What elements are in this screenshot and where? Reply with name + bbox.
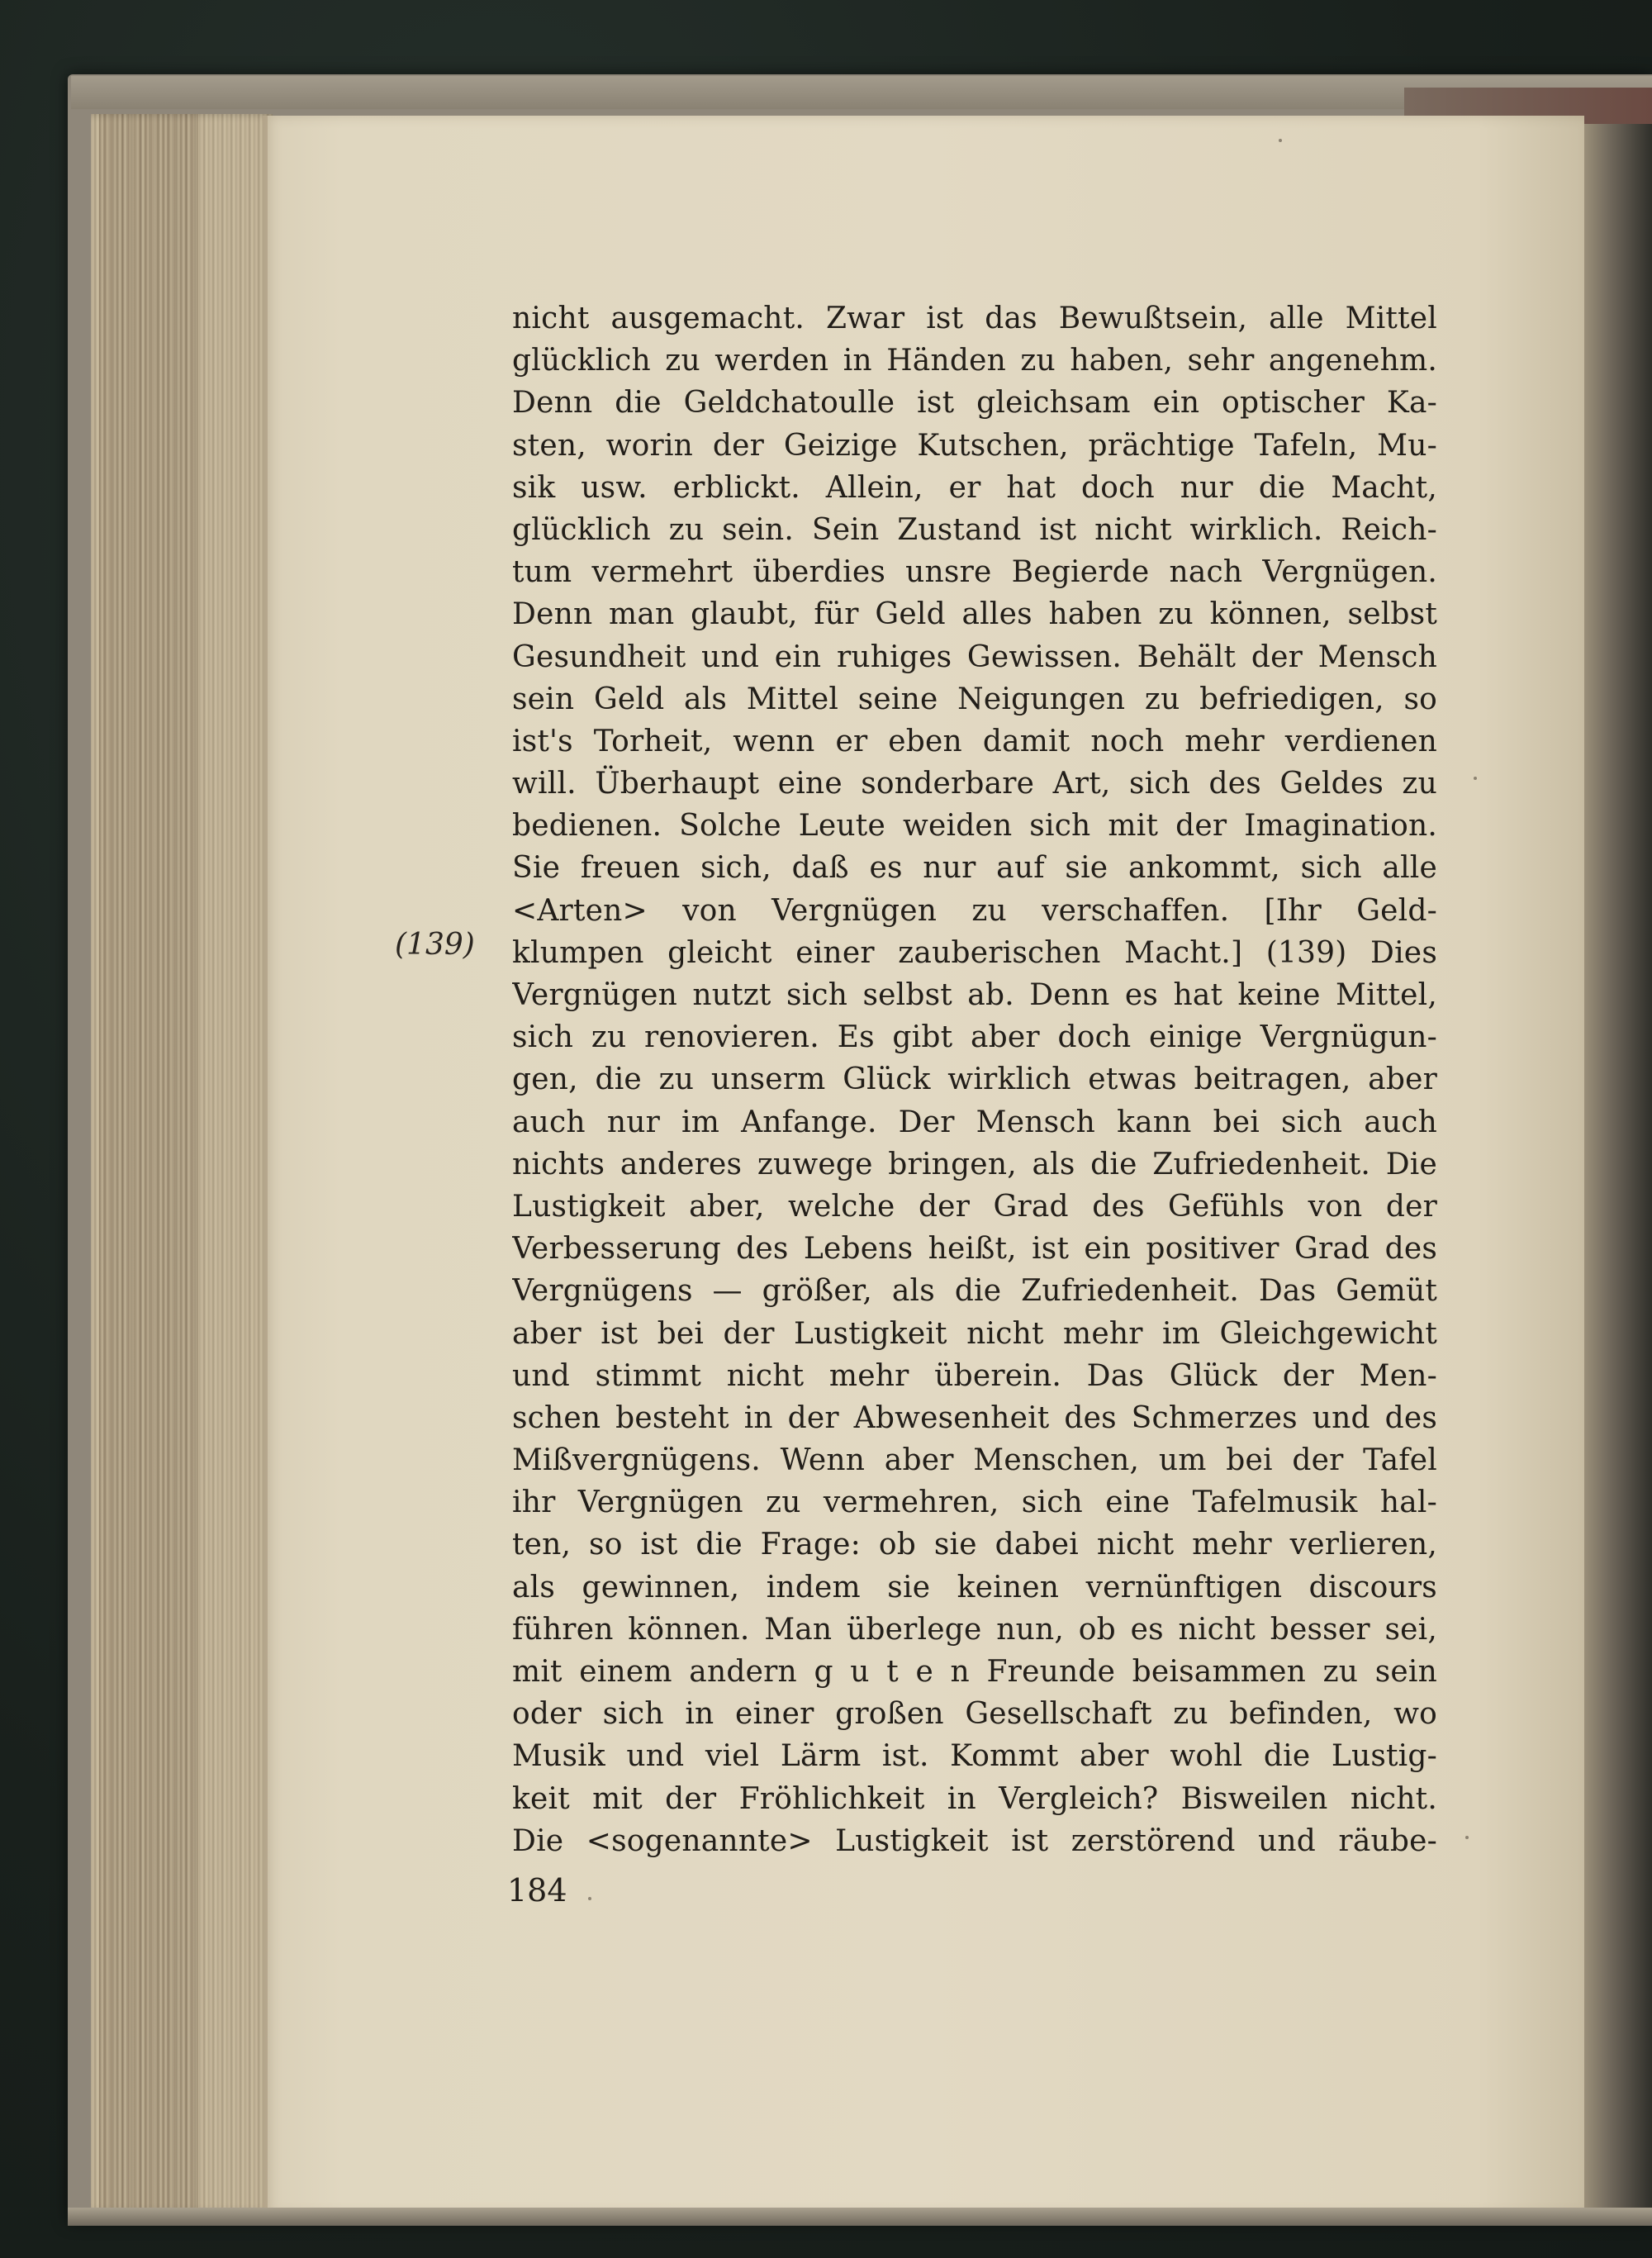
text-line: Denn die Geldchatoulle ist gleichsam ein optischer Ka- bbox=[512, 386, 1437, 421]
text-line: ten, so ist die Frage: ob sie dabei nicht mehr verlieren, bbox=[512, 1528, 1437, 1562]
text-line: keit mit der Fröhlichkeit in Vergleich? Bisweilen nicht. bbox=[512, 1781, 1437, 1816]
text-line: Musik und viel Lärm ist. Kommt aber wohl die Lustig- bbox=[512, 1739, 1437, 1774]
text-line: glücklich zu werden in Händen zu haben, sehr angenehm. bbox=[512, 344, 1437, 378]
text-line: will. Überhaupt eine sonderbare Art, sich des Geldes zu bbox=[512, 767, 1437, 801]
dust-speck bbox=[588, 1897, 591, 1900]
text-line: ihr Vergnügen zu vermehren, sich eine Tafelmusik hal- bbox=[512, 1486, 1437, 1520]
text-line: nichts anderes zuwege bringen, als die Zufriedenheit. Die bbox=[512, 1147, 1437, 1181]
dust-speck bbox=[1465, 1836, 1469, 1839]
text-line: sten, worin der Geizige Kutschen, prächtige Tafeln, Mu- bbox=[512, 428, 1437, 463]
text-line: sich zu renovieren. Es gibt aber doch einige Vergnügun- bbox=[512, 1020, 1437, 1055]
text-line: aber ist bei der Lustigkeit nicht mehr im Gleichgewicht bbox=[512, 1316, 1437, 1351]
page-number: 184 bbox=[507, 1872, 567, 1909]
text-line: Sie freuen sich, daß es nur auf sie ankommt, sich alle bbox=[512, 851, 1437, 886]
text-line: Verbesserung des Lebens heißt, ist ein positiver Grad des bbox=[512, 1232, 1437, 1267]
text-line: bedienen. Solche Leute weiden sich mit der Imagination. bbox=[512, 809, 1437, 844]
text-line: sein Geld als Mittel seine Neigungen zu befriedigen, so bbox=[512, 682, 1437, 716]
text-line: Mißvergnügens. Wenn aber Menschen, um bei der Tafel bbox=[512, 1443, 1437, 1478]
text-line: auch nur im Anfange. Der Mensch kann bei sich auch bbox=[512, 1105, 1437, 1139]
dust-speck bbox=[1474, 777, 1477, 780]
page-edges-shadow bbox=[99, 114, 198, 2213]
text-line: klumpen gleicht einer zauberischen Macht.] (139) Dies bbox=[512, 935, 1437, 970]
text-line: Die <sogenannte> Lustigkeit ist zerstörend und räube- bbox=[512, 1823, 1437, 1858]
dust-speck bbox=[1279, 139, 1282, 142]
text-line: sik usw. erblickt. Allein, er hat doch nur die Macht, bbox=[512, 470, 1437, 505]
text-line: und stimmt nicht mehr überein. Das Glück der Men- bbox=[512, 1358, 1437, 1393]
text-line: glücklich zu sein. Sein Zustand ist nicht wirklich. Reich- bbox=[512, 512, 1437, 547]
right-page-shadow bbox=[1584, 124, 1652, 2222]
book-bottom-edge bbox=[68, 2208, 1652, 2226]
text-line: ist's Torheit, wenn er eben damit noch mehr verdienen bbox=[512, 724, 1437, 758]
text-line: nicht ausgemacht. Zwar ist das Bewußtsein, alle Mittel bbox=[512, 302, 1437, 335]
text-line: als gewinnen, indem sie keinen vernünftigen discours bbox=[512, 1570, 1437, 1604]
text-line: <Arten> von Vergnügen zu verschaffen. [Ihr Geld- bbox=[512, 893, 1437, 928]
text-line: führen können. Man überlege nun, ob es nicht besser sei, bbox=[512, 1612, 1437, 1647]
text-line: schen besteht in der Abwesenheit des Schmerzes und des bbox=[512, 1400, 1437, 1435]
text-line: Vergnügen nutzt sich selbst ab. Denn es hat keine Mittel, bbox=[512, 978, 1437, 1012]
margin-page-reference: (139) bbox=[395, 928, 475, 962]
body-text bbox=[512, 297, 1437, 1862]
text-line: oder sich in einer großen Gesellschaft zu befinden, wo bbox=[512, 1697, 1437, 1732]
text-line: Lustigkeit aber, welche der Grad des Gefühls von der bbox=[512, 1189, 1437, 1224]
text-line: gen, die zu unserm Glück wirklich etwas beitragen, aber bbox=[512, 1062, 1437, 1097]
text-line: mit einem andern g u t e n Freunde beisammen zu sein bbox=[512, 1655, 1437, 1689]
page-gutter bbox=[263, 116, 268, 2214]
text-line: Denn man glaubt, für Geld alles haben zu können, selbst bbox=[512, 597, 1437, 632]
text-line: Gesundheit und ein ruhiges Gewissen. Behält der Mensch bbox=[512, 639, 1437, 674]
text-line: tum vermehrt überdies unsre Begierde nach Vergnügen. bbox=[512, 555, 1437, 590]
text-line: Vergnügens — größer, als die Zufriedenheit. Das Gemüt bbox=[512, 1274, 1437, 1309]
